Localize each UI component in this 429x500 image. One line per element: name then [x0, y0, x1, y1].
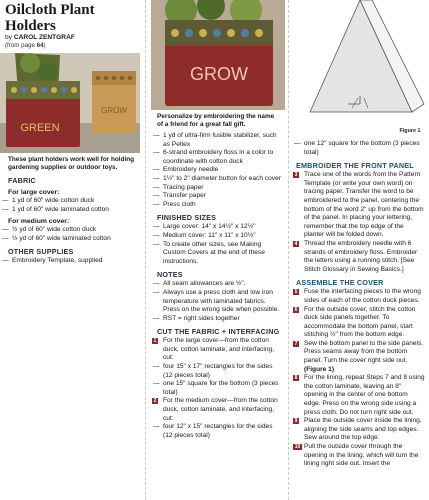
other-supplies-heading: OTHER SUPPLIES [8, 247, 74, 257]
list-item: — RST = right sides together [153, 314, 240, 322]
list-item: — Medium cover: 11" x 11" x 10½" [153, 231, 256, 239]
step-6: 6 For the outside cover, stitch the cotton duck side panels together. To accommodate the bottom panel, start stitching ½" from the bottom edge. [294, 305, 416, 339]
from-page-number: 64 [36, 42, 44, 49]
column-left [0, 0, 140, 266]
grow-planter-illustration [151, 0, 285, 110]
column-divider [145, 0, 146, 500]
plant-holders-illustration [0, 53, 140, 153]
column-middle [151, 0, 285, 440]
step-1: 1 For the large cover—from the cotton duck, cotton laminate, and interfacing, cut: [153, 337, 275, 362]
step-2: 2 For the medium cover—from the cotton duck, cotton laminate, and interfacing, cut: [153, 397, 278, 422]
list-item: — ½ yd of 60" wide cotton duck [2, 226, 97, 234]
assemble-heading: ASSEMBLE THE COVER [296, 278, 384, 288]
step-9: 9 Place the outside cover inside the lining, aligning the side seams and top edges. Sew around the top edge. [294, 417, 422, 442]
finished-sizes-heading: FINISHED SIZES [157, 213, 217, 223]
embroider-heading: EMBROIDER THE FRONT PANEL [296, 161, 414, 171]
plant-holders-photo [0, 53, 140, 153]
list-item: — ½ yd of 60" wide laminated cotton [2, 234, 111, 242]
step-10: 10 Pull the outside cover through the opening in the lining, which will turn the lining right side out. Insert the [294, 443, 419, 468]
list-item: — Embroidery Template, supplied [2, 257, 103, 265]
list-item: — one 15" square for the bottom (3 pieces total) [153, 380, 279, 396]
step-4: 4 Thread the embroidery needle with 6 strands of embroidery floss. Embroider the letters using a running stitch. [See Stitch Glossary in Sewing Basics.] [294, 239, 418, 273]
list-item: — 1 yd of 60" wide cotton duck [2, 197, 95, 204]
article-title: Oilcloth Plant Holders [5, 2, 95, 34]
large-cover-heading: For large cover: [8, 189, 60, 196]
list-item: — Embroidery needle [153, 166, 219, 174]
list-item: — Press cloth [153, 200, 196, 208]
fabric-heading: FABRIC [8, 176, 36, 185]
figure-reference: (Figure 1) [304, 365, 335, 373]
step-3: 3 Trace one of the words from the Pattern Template (or write your own word) on tracing paper. Transfer the word to be embroidered to the panel, centering the bottom of the word 2" up from the bottom of the panel. In placing your lettering, remember that the top edge of the planter will be folded down. [294, 171, 424, 239]
list-item: — Always use a press cloth and low iron temperature with laminated fabrics. Press on the wrong side when possible. [153, 288, 280, 314]
list-item: — To create other sizes, see Making Custom Covers at the end of these instructions. [153, 240, 265, 265]
step-7: 7 Sew the bottom panel to the side panels. Press seams away from the bottom panel. Turn the cover right side out. (Figure 1) [294, 339, 424, 373]
step-5: 5 Fuse the interfacing pieces to the wrong sides of each of the cotton duck pieces. [294, 288, 421, 304]
figure-1 [292, 0, 429, 138]
notes-heading: NOTES [157, 270, 183, 280]
list-item: — All seam allowances are ½". [153, 280, 246, 288]
byline [5, 34, 140, 42]
figure-label: Figure 1 [399, 128, 421, 134]
photo-word-left: GREEN [20, 122, 60, 134]
photo-caption: Personalize by embroidering the name of a friend for a great fall gift. [157, 113, 275, 128]
grow-planter-photo [151, 0, 285, 110]
column-divider [288, 0, 289, 500]
photo-word: GROW [190, 64, 248, 84]
by-prefix: by [5, 34, 12, 41]
cover-diagram-illustration [292, 0, 429, 138]
page-reference [5, 42, 140, 50]
list-item: — Transfer paper [153, 192, 207, 200]
author-name: CAROL ZENTGRAF [13, 34, 75, 41]
list-item: — four 12" x 15" rectangles for the sides (12 pieces total) [153, 423, 273, 439]
list-item: — Large cover: 14" x 14½" x 12½" [153, 223, 256, 231]
from-close: ) [43, 42, 46, 49]
step-8: 8 For the lining, repeat Steps 7 and 8 using the cotton laminate, leaving an 8" opening in the center of one bottom edge. Press on the wrong side using a press cloth. Do not turn right side out. [294, 374, 425, 416]
list-item: — 6-strand embroidery floss in a color to coordinate with cotton duck [153, 149, 274, 165]
list-item: — 1½" to 2" diameter button for each cover [153, 174, 281, 182]
column-right [292, 0, 429, 469]
photo-caption: These plant holders work well for holding gardening supplies or outdoor toys. [8, 156, 135, 171]
list-item: — four 15" x 17" rectangles for the sides (12 pieces total) [153, 363, 273, 379]
cut-fabric-heading: CUT THE FABRIC + INTERFACING [157, 327, 280, 337]
from-text: (from page [5, 42, 37, 49]
list-item: — Tracing paper [153, 183, 204, 191]
photo-word-right: GROW [101, 106, 127, 115]
medium-cover-heading: For medium cover: [8, 218, 70, 226]
list-item: — one 12" square for the bottom (3 pieces total) [294, 140, 420, 156]
list-item: — 1 yd of ultra-firm fusible stabilizer, such as Peltex [153, 132, 277, 148]
list-item: — 1 yd of 60" wide laminated cotton [2, 205, 109, 213]
